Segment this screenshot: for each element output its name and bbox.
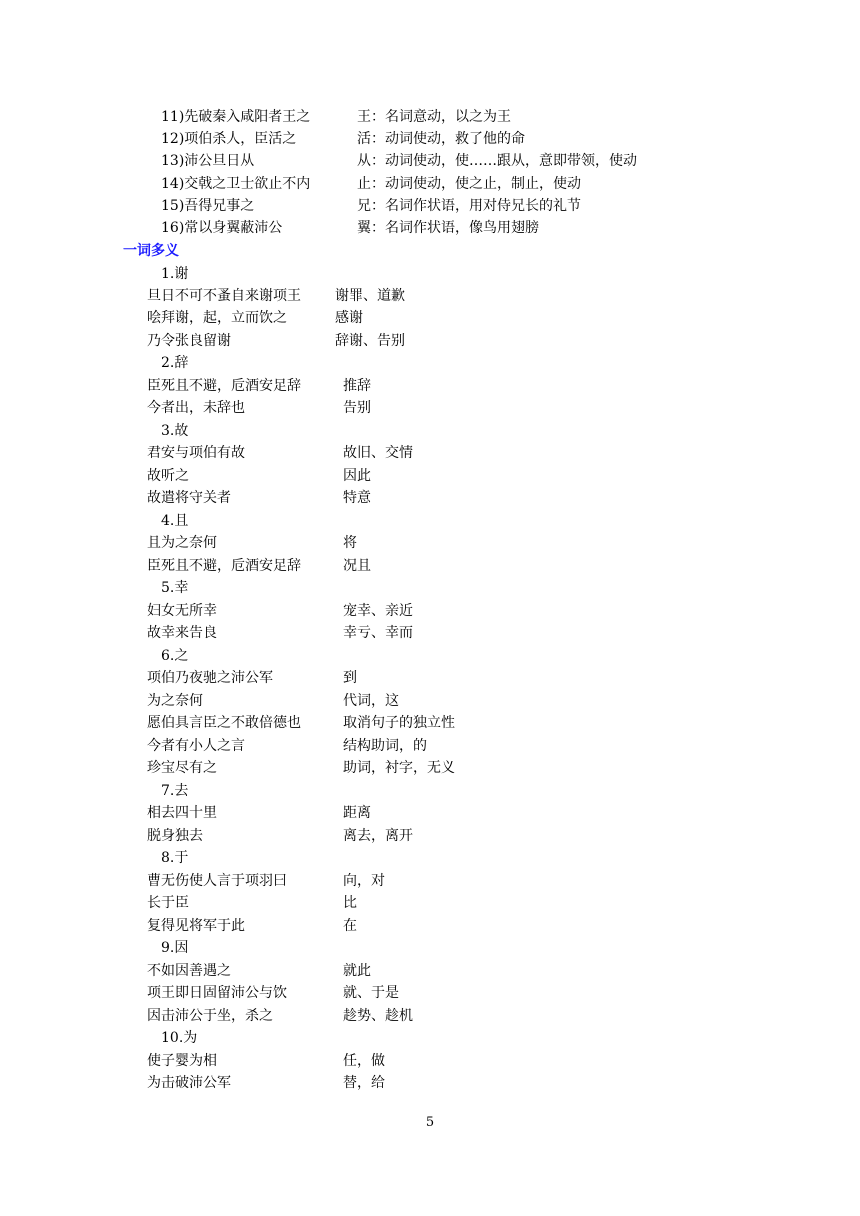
example-sentence: 愿伯具言臣之不敢倍德也	[147, 715, 301, 731]
example-meaning: 特意	[343, 490, 371, 506]
example-sentence: 君安与项伯有故	[147, 445, 245, 461]
example-meaning: 任，做	[343, 1053, 385, 1069]
example-sentence: 且为之奈何	[147, 535, 217, 551]
example-sentence: 为之奈何	[147, 693, 203, 709]
example-sentence: 使子婴为相	[147, 1053, 217, 1069]
example-meaning: 谢罪、道歉	[335, 288, 405, 304]
example-meaning: 推辞	[343, 378, 371, 394]
example-sentence: 为击破沛公军	[147, 1075, 231, 1091]
example-meaning: 幸亏、幸而	[343, 625, 413, 641]
usage-note: 从：动词使动，使……跟从，意即带领，使动	[357, 153, 637, 169]
group-label-6: 6.之	[161, 648, 189, 664]
group-label-2: 2.辞	[161, 355, 189, 371]
example-sentence: 今者出，未辞也	[147, 400, 245, 416]
usage-sentence: 13)沛公旦日从	[161, 153, 255, 169]
group-label-3: 3.故	[161, 423, 189, 439]
example-meaning: 助词，衬字，无义	[343, 760, 455, 776]
example-sentence: 故幸来告良	[147, 625, 217, 641]
example-meaning: 感谢	[335, 310, 363, 326]
example-sentence: 臣死且不避，卮酒安足辞	[147, 558, 301, 574]
example-meaning: 宠幸、亲近	[343, 603, 413, 619]
usage-sentence: 12)项伯杀人，臣活之	[161, 131, 297, 147]
example-sentence: 故听之	[147, 468, 189, 484]
example-meaning: 替，给	[343, 1075, 385, 1091]
example-sentence: 项王即日固留沛公与饮	[147, 985, 287, 1001]
example-meaning: 将	[343, 535, 357, 551]
example-sentence: 臣死且不避，卮酒安足辞	[147, 378, 301, 394]
example-sentence: 乃令张良留谢	[147, 333, 231, 349]
example-meaning: 就此	[343, 963, 371, 979]
page-number: 5	[425, 1115, 435, 1130]
example-sentence: 妇女无所幸	[147, 603, 217, 619]
example-meaning: 因此	[343, 468, 371, 484]
example-meaning: 代词，这	[343, 693, 399, 709]
section-title: 一词多义	[123, 243, 179, 259]
example-meaning: 在	[343, 918, 357, 934]
group-label-9: 9.因	[161, 940, 189, 956]
usage-note: 王：名词意动，以之为王	[357, 109, 511, 125]
example-meaning: 结构助词，的	[343, 738, 427, 754]
example-meaning: 到	[343, 670, 357, 686]
usage-sentence: 16)常以身翼蔽沛公	[161, 220, 283, 236]
example-meaning: 就、于是	[343, 985, 399, 1001]
example-meaning: 告别	[343, 400, 371, 416]
example-meaning: 离去，离开	[343, 828, 413, 844]
usage-sentence: 14)交戟之卫士欲止不内	[161, 176, 311, 192]
example-meaning: 故旧、交情	[343, 445, 413, 461]
group-label-7: 7.去	[161, 783, 189, 799]
group-label-10: 10.为	[161, 1030, 198, 1046]
usage-sentence: 15)吾得兄事之	[161, 198, 255, 214]
example-sentence: 哙拜谢，起，立而饮之	[147, 310, 287, 326]
example-meaning: 趁势、趁机	[343, 1008, 413, 1024]
example-meaning: 况且	[343, 558, 371, 574]
example-sentence: 今者有小人之言	[147, 738, 245, 754]
example-meaning: 取消句子的独立性	[343, 715, 455, 731]
example-sentence: 不如因善遇之	[147, 963, 231, 979]
example-sentence: 复得见将军于此	[147, 918, 245, 934]
example-sentence: 旦日不可不蚤自来谢项王	[147, 288, 301, 304]
example-sentence: 脱身独去	[147, 828, 203, 844]
usage-note: 止：动词使动，使之止，制止，使动	[357, 176, 581, 192]
example-sentence: 珍宝尽有之	[147, 760, 217, 776]
usage-note: 兄：名词作状语，用对侍兄长的礼节	[357, 198, 581, 214]
example-meaning: 距离	[343, 805, 371, 821]
group-label-8: 8.于	[161, 850, 189, 866]
group-label-1: 1.谢	[161, 266, 189, 282]
usage-note: 活：动词使动，救了他的命	[357, 131, 525, 147]
example-sentence: 因击沛公于坐，杀之	[147, 1008, 273, 1024]
usage-sentence: 11)先破秦入咸阳者王之	[161, 109, 311, 125]
usage-note: 翼：名词作状语，像鸟用翅膀	[357, 220, 539, 236]
example-meaning: 向，对	[343, 873, 385, 889]
example-sentence: 项伯乃夜驰之沛公军	[147, 670, 273, 686]
example-sentence: 相去四十里	[147, 805, 217, 821]
example-meaning: 辞谢、告别	[335, 333, 405, 349]
group-label-4: 4.且	[161, 513, 189, 529]
example-meaning: 比	[343, 895, 357, 911]
group-label-5: 5.幸	[161, 580, 189, 596]
example-sentence: 故遣将守关者	[147, 490, 231, 506]
example-sentence: 长于臣	[147, 895, 189, 911]
example-sentence: 曹无伤使人言于项羽曰	[147, 873, 287, 889]
